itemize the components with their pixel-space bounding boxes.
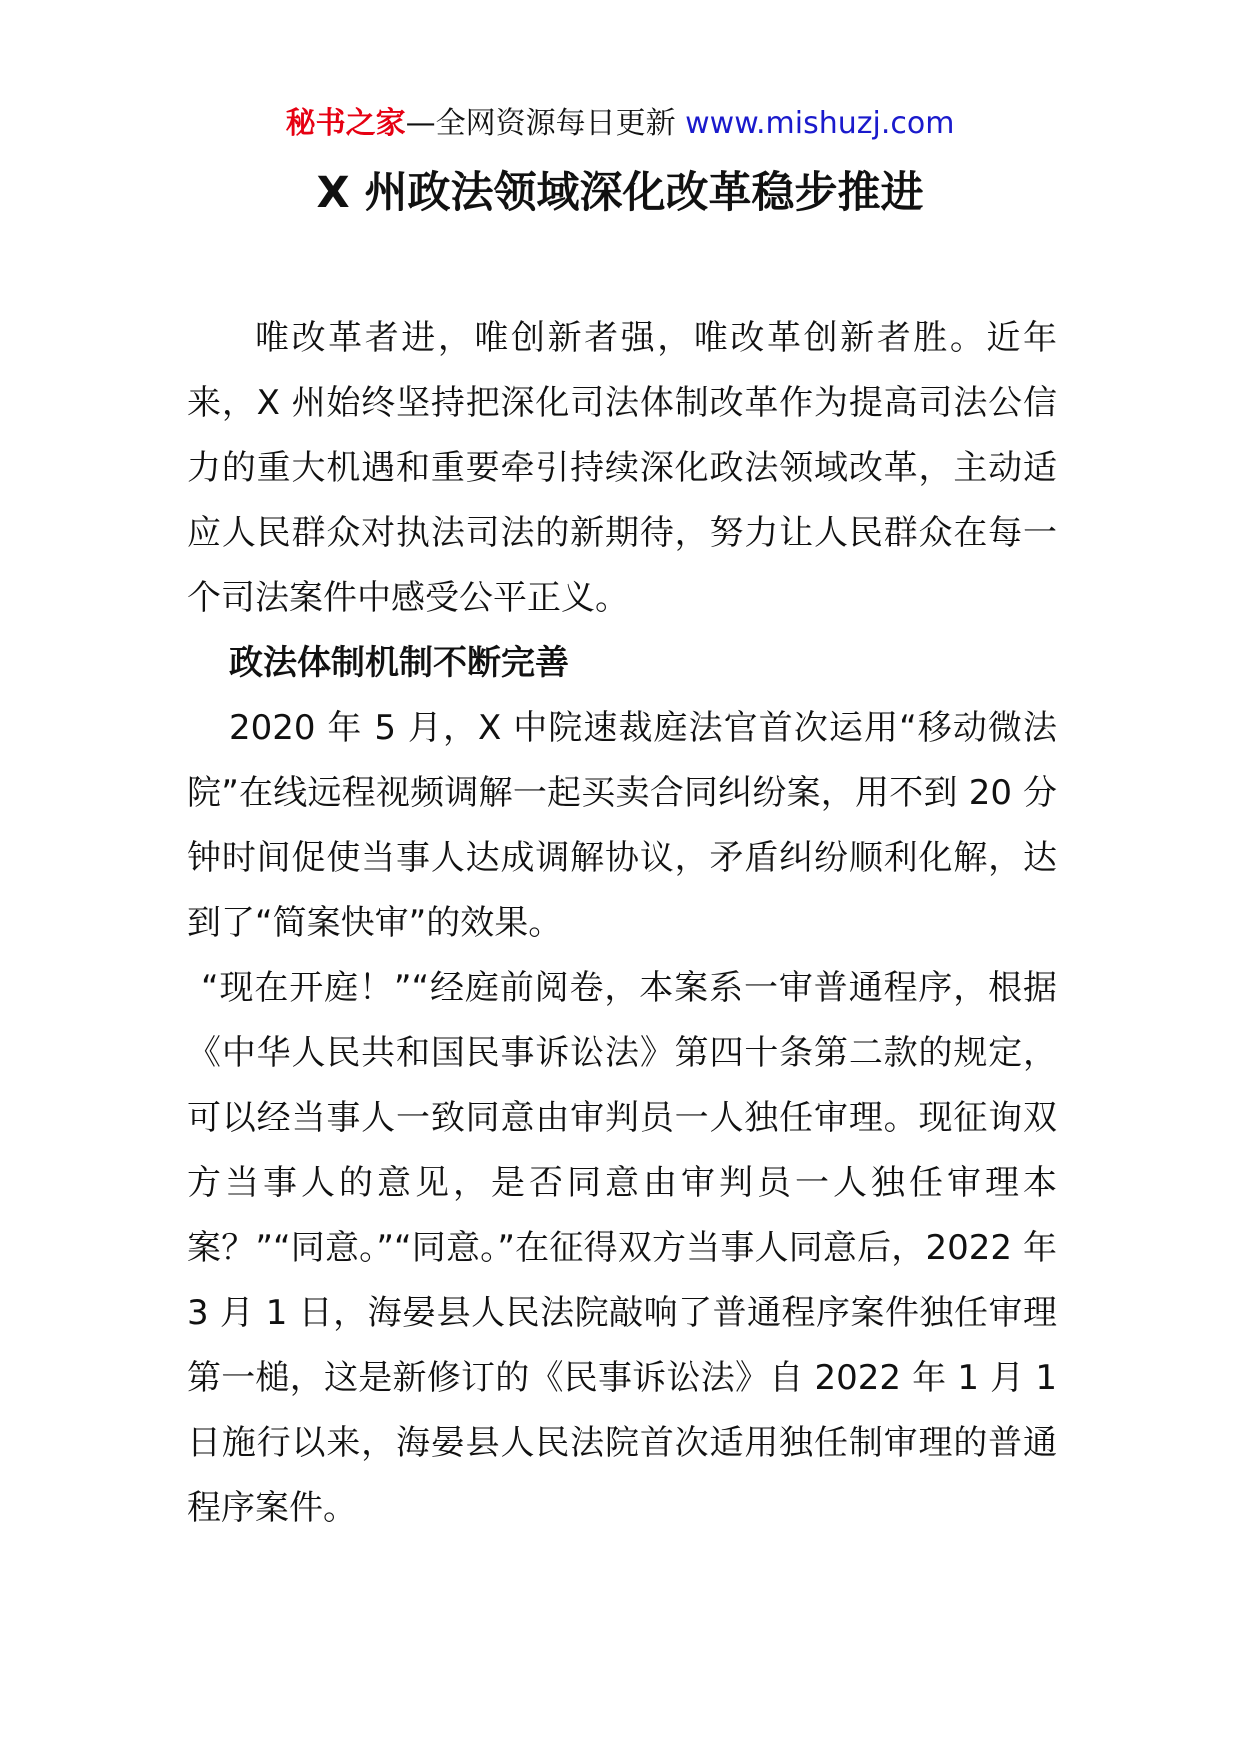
site-slogan: —全网资源每日更新 — [405, 106, 676, 141]
body-paragraph: “现在开庭！”“经庭前阅卷，本案系一审普通程序，根据《中华人民共和国民事诉讼法》第四十条第二款的规定，可以经当事人一致同意由审判员一人独任审理。现征询双方当事人的意见，是否同意由审判员一人独任审理本案？”“同意。”“同意。”在征得双方当事人同意后，2022 年 3 月 1 日，海晏县人民法院敲响了普通程序案件独任审理第一槌，这是新修订的《民事诉讼法》自 2022 年 1 月 1 日施行以来，海晏县人民法院首次适用独任制审理的普通程序案件。 — [187, 968, 1057, 1528]
site-url-link[interactable]: www.mishuzj.com — [685, 106, 955, 141]
body-paragraph: 2020 年 5 月，X 中院速裁庭法官首次运用“移动微法院”在线远程视频调解一起买卖合同纠纷案，用不到 20 分钟时间促使当事人达成调解协议，矛盾纠纷顺利化解，达到了“简案快审”的效果。 — [187, 708, 1057, 943]
site-header — [0, 104, 1240, 144]
brand-name: 秘书之家 — [285, 106, 406, 141]
intro-paragraph: 唯改革者进，唯创新者强，唯改革创新者胜。近年来，X 州始终坚持把深化司法体制改革作为提高司法公信力的重大机遇和重要牵引持续深化政法领域改革，主动适应人民群众对执法司法的新期待，努力让人民群众在每一个司法案件中感受公平正义。 — [187, 318, 1057, 618]
section-heading: 政法体制机制不断完善 — [229, 643, 569, 683]
document-body — [187, 306, 1057, 1541]
document-title: X 州政法领域深化改革稳步推进 — [316, 168, 924, 218]
